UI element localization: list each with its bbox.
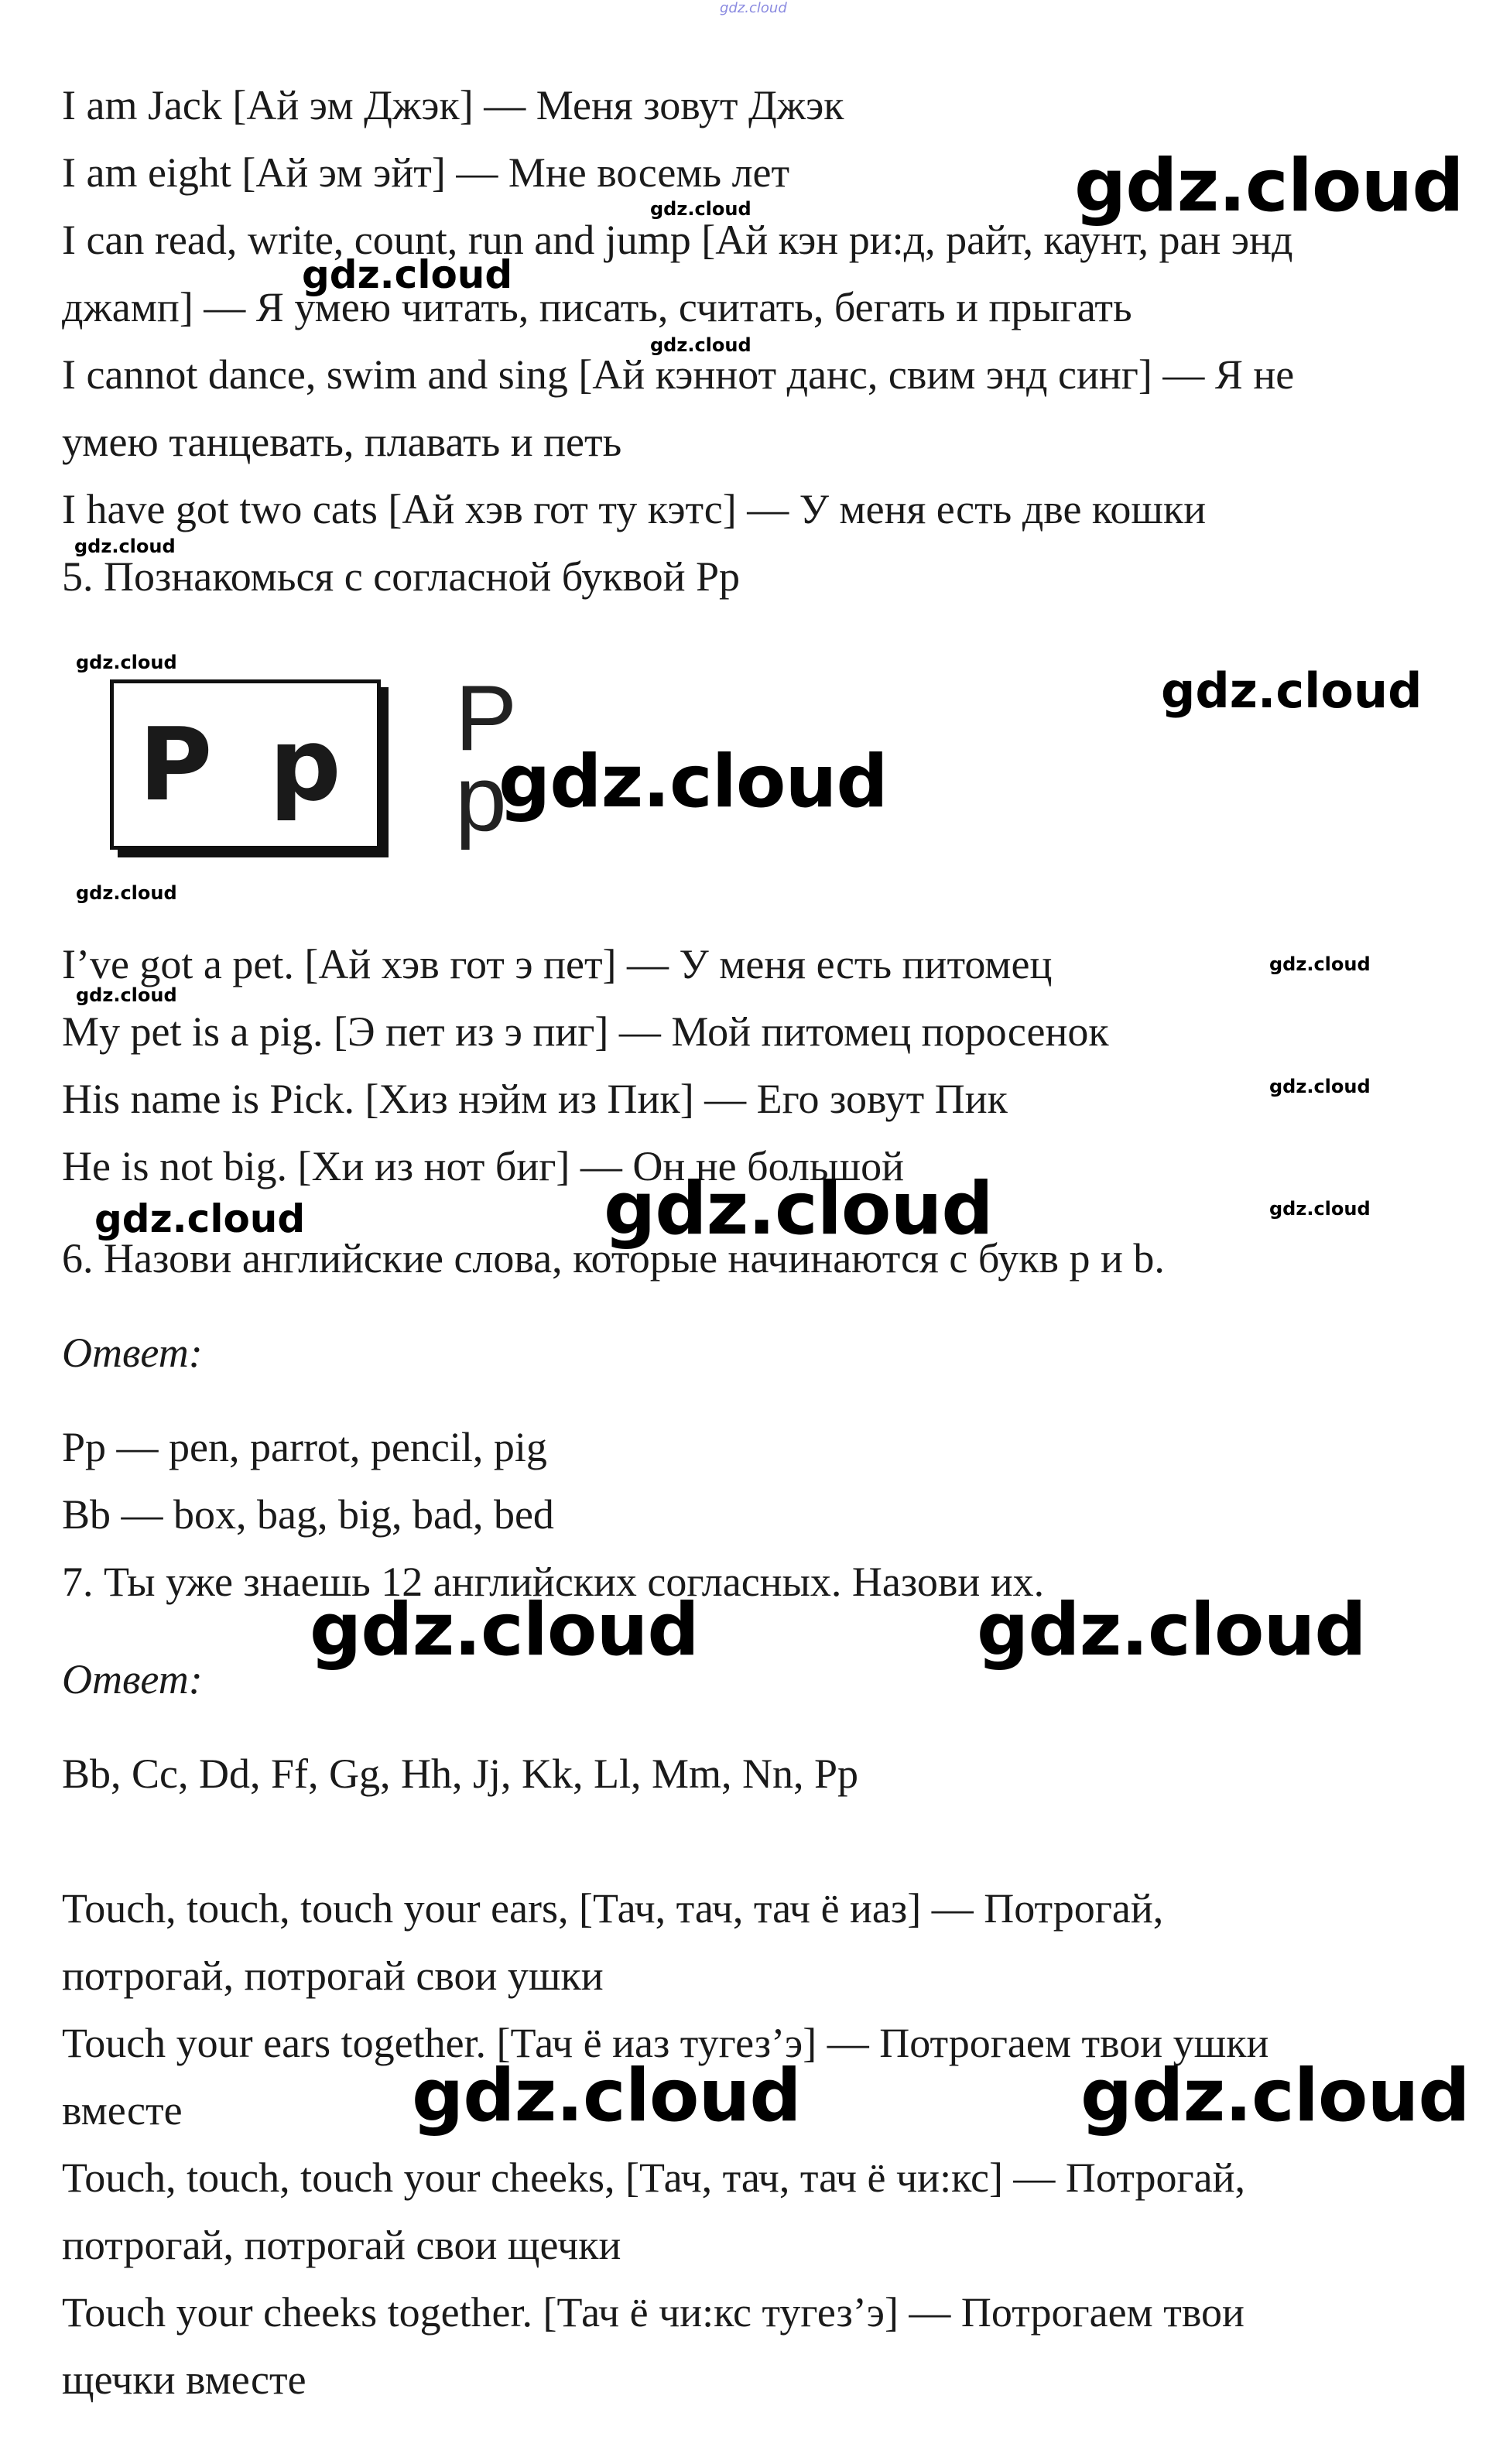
watermark: gdz.cloud <box>302 252 513 297</box>
watermark: gdz.cloud <box>94 1196 306 1241</box>
letter-card-text: P p <box>139 706 352 823</box>
watermark: gdz.cloud <box>310 1588 699 1672</box>
watermark: gdz.cloud <box>977 1588 1366 1672</box>
watermark-top: gdz.cloud <box>720 0 787 16</box>
watermark: gdz.cloud <box>650 334 752 356</box>
answer-line: Bb, Cc, Dd, Ff, Gg, Hh, Jj, Kk, Ll, Mm, Nn, Pp <box>62 1750 859 1797</box>
text-line: умею танцевать, плавать и петь <box>62 419 622 465</box>
text-line: My pet is a pig. [Э пет из э пиг] — Мой питомец поросенок <box>62 1008 1109 1055</box>
answer-line: Pp — pen, parrot, pencil, pig <box>62 1424 547 1470</box>
watermark: gdz.cloud <box>76 984 177 1006</box>
capital-letter-p: P <box>455 666 518 770</box>
watermark: gdz.cloud <box>76 882 177 904</box>
text-line: вместе <box>62 2087 183 2134</box>
answer-label: Ответ: <box>62 1656 203 1703</box>
answer-line: Bb — box, bag, big, bad, bed <box>62 1491 554 1538</box>
text-line: потрогай, потрогай свои щечки <box>62 2222 621 2268</box>
watermark: gdz.cloud <box>650 198 752 220</box>
text-line: Touch your cheeks together. [Тач ё чи:кс тугез’э] — Потрогаем твои <box>62 2289 1245 2336</box>
watermark: gdz.cloud <box>1269 1076 1371 1097</box>
text-line: I am eight [Ай эм эйт] — Мне восемь лет <box>62 149 790 196</box>
watermark: gdz.cloud <box>604 1167 993 1251</box>
answer-label: Ответ: <box>62 1330 203 1376</box>
exercise-5-heading: 5. Познакомься с согласной буквой Pp <box>62 553 740 600</box>
letter-card-illustration <box>110 679 381 850</box>
text-line: I can read, write, count, run and jump [Ай кэн ри:д, райт, каунт, ран энд <box>62 217 1293 263</box>
exercise-6-heading: 6. Назови английские слова, которые начинаются с букв p и b. <box>62 1235 1165 1282</box>
exercise-7-heading: 7. Ты уже знаешь 12 английских согласных. Назови их. <box>62 1559 1045 1605</box>
watermark: gdz.cloud <box>412 2054 801 2138</box>
text-line: He is not big. [Хи из нот биг] — Он не большой <box>62 1143 904 1189</box>
text-line: I’ve got a pet. [Ай хэв гот э пет] — У меня есть питомец <box>62 941 1053 987</box>
text-line: I am Jack [Ай эм Джэк] — Меня зовут Джэк <box>62 82 844 128</box>
text-line: I have got two cats [Ай хэв гот ту кэтс] — У меня есть две кошки <box>62 486 1207 532</box>
text-line: Touch your ears together. [Тач ё иаз тугез’э] — Потрогаем твои ушки <box>62 2020 1269 2066</box>
watermark: gdz.cloud <box>74 536 176 557</box>
watermark: gdz.cloud <box>1269 953 1371 975</box>
text-line: Touch, touch, touch your cheeks, [Тач, тач, тач ё чи:кс] — Потрогай, <box>62 2154 1245 2201</box>
watermark: gdz.cloud <box>1269 1198 1371 1220</box>
watermark: gdz.cloud <box>1080 2054 1470 2138</box>
text-line: I cannot dance, swim and sing [Ай кэннот данс, свим энд синг] — Я не <box>62 351 1295 398</box>
watermark: gdz.cloud <box>1161 662 1423 719</box>
text-line: щечки вместе <box>62 2356 306 2403</box>
text-line: His name is Pick. [Хиз нэйм из Пик] — Его зовут Пик <box>62 1076 1008 1122</box>
watermark: gdz.cloud <box>498 740 888 824</box>
small-letter-p: p <box>455 747 507 850</box>
text-line: джамп] — Я умею читать, писать, считать, бегать и прыгать <box>62 284 1132 330</box>
watermark: gdz.cloud <box>76 652 177 673</box>
watermark: gdz.cloud <box>1074 144 1464 228</box>
text-line: потрогай, потрогай свои ушки <box>62 1952 604 1999</box>
text-line: Touch, touch, touch your ears, [Тач, тач, тач ё иаз] — Потрогай, <box>62 1885 1164 1932</box>
